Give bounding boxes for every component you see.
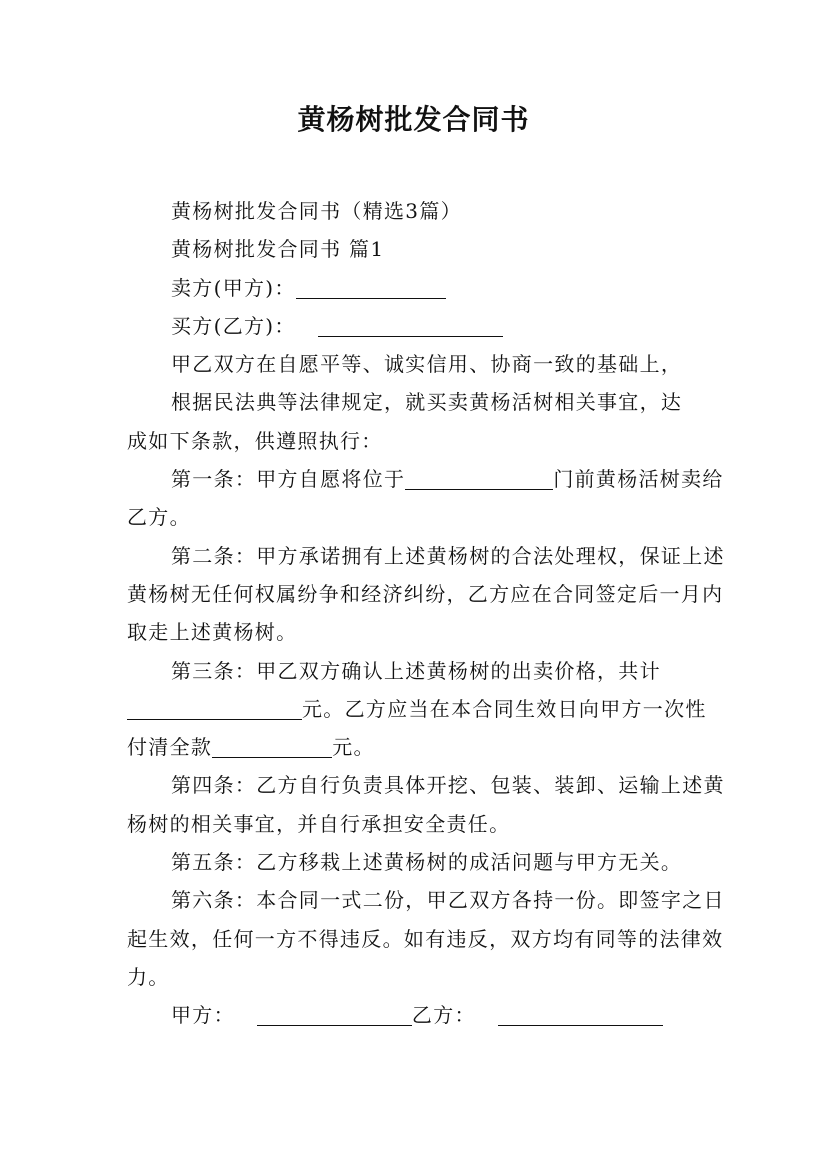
part-heading: 黄杨树批发合同书 篇1 [171,237,385,262]
article-5: 第五条：乙方移栽上述黄杨树的成活问题与甲方无关。 [171,850,683,875]
article-1 [127,460,727,537]
article-3 [127,652,727,767]
article-1-pre: 第一条：甲方自愿将位于 [171,467,406,492]
article-3-mid: 元。乙方应当在本合同生效日向甲方一次性付清全款 [127,696,707,760]
buyer-label: 买方(乙方)： [171,313,296,338]
sign-party-a-label: 甲方： [171,1003,235,1028]
sign-party-a-blank [257,1003,412,1026]
article-3-pre: 第三条：甲乙双方确认上述黄杨树的出卖价格，共计 [171,658,661,683]
document-title: 黄杨树批发合同书 [297,103,530,136]
buyer-line [127,307,727,345]
article-3-post: 元。 [332,735,375,760]
sign-party-b-label: 乙方： [411,1003,476,1028]
article-2: 第二条：甲方承诺拥有上述黄杨树的合法处理权，保证上述黄杨树无任何权属纷争和经济纠纷，乙方应在合同签定后一月内取走上述黄杨树。 [127,543,725,645]
buyer-blank [318,314,503,337]
seller-line [127,269,727,307]
sign-party-b-blank [498,1003,663,1026]
signature-line [127,996,727,1034]
article-4: 第四条：乙方自行负责具体开挖、包装、装卸、运输上述黄杨树的相关事宜，并自行承担安全责任。 [127,773,725,836]
seller-label: 卖方(甲方)： [171,275,296,300]
price-total-blank [127,697,302,720]
location-blank [405,467,553,490]
payment-blank [212,735,332,758]
intro-line-3: 成如下条款，供遵照执行： [127,428,383,453]
intro-line-1: 甲乙双方在自愿平等、诚实信用、协商一致的基础上， [171,352,683,377]
subtitle: 黄杨树批发合同书（精选3篇） [171,199,462,223]
document-body [127,192,727,1035]
article-6: 第六条：本合同一式二份，甲乙双方各持一份。即签字之日起生效，任何一方不得违反。如有违反，双方均有同等的法律效力。 [127,888,725,989]
seller-blank [296,276,446,299]
intro-line-2: 根据民法典等法律规定，就买卖黄杨活树相关事宜，达 [171,390,683,415]
article-1-post: 门前黄杨活树卖给乙方。 [127,467,724,530]
